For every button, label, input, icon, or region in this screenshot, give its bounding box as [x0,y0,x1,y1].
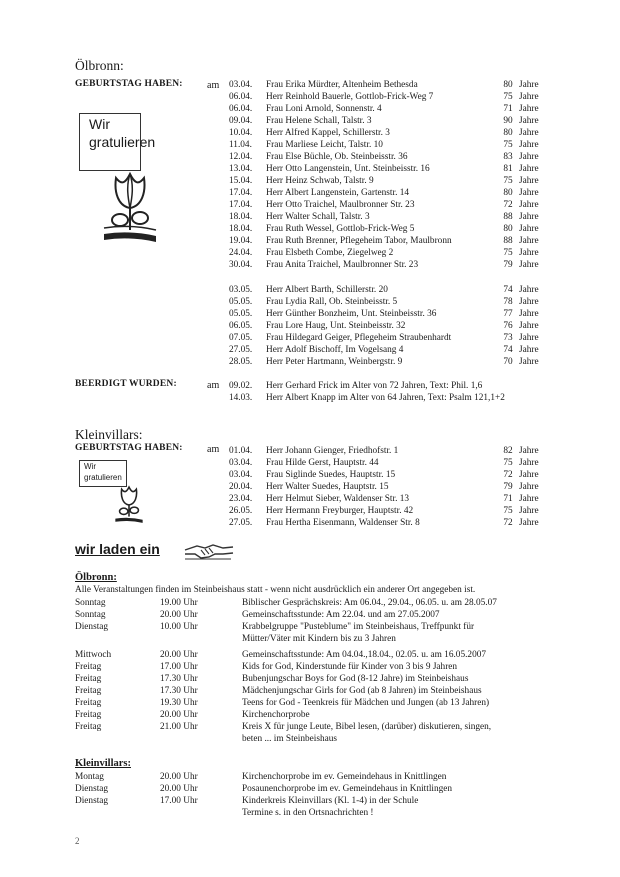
burial-am-label: am [207,380,220,391]
invite-oelbronn-title: Ölbronn: [75,572,117,583]
logo-small-text-wir: Wir [84,462,96,471]
tulip-icon [100,168,160,248]
tulip-icon-small [112,484,146,526]
oelbronn-birthday-label: GEBURTSTAG HABEN: [75,79,183,89]
logo-small-text-gratulieren: gratulieren [84,473,122,482]
invite-heading: wir laden ein [75,541,160,557]
wir-gratulieren-logo [79,113,156,171]
logo-text-wir: Wir [89,116,110,132]
oelbronn-title: Ölbronn: [75,58,124,73]
oelbronn-am-label: am [207,80,220,91]
logo-text-gratulieren: gratulieren [89,134,156,150]
burial-label: BEERDIGT WURDEN: [75,379,177,389]
page-number: 2 [75,836,80,846]
kleinvillars-title: Kleinvillars: [75,427,143,442]
wir-gratulieren-logo-small [79,460,127,487]
invite-intro: Alle Veranstaltungen finden im Steinbeishaus statt - wenn nicht ausdrücklich ein anderer Ort angegeben ist. [75,585,476,595]
invite-kleinvillars-title: Kleinvillars: [75,758,131,769]
kleinvillars-birthday-label: GEBURTSTAG HABEN: [75,443,183,453]
kleinvillars-note: Termine s. in den Ortsnachrichten ! [242,808,374,818]
handshake-icon [183,538,235,562]
kleinvillars-am-label: am [207,444,220,455]
